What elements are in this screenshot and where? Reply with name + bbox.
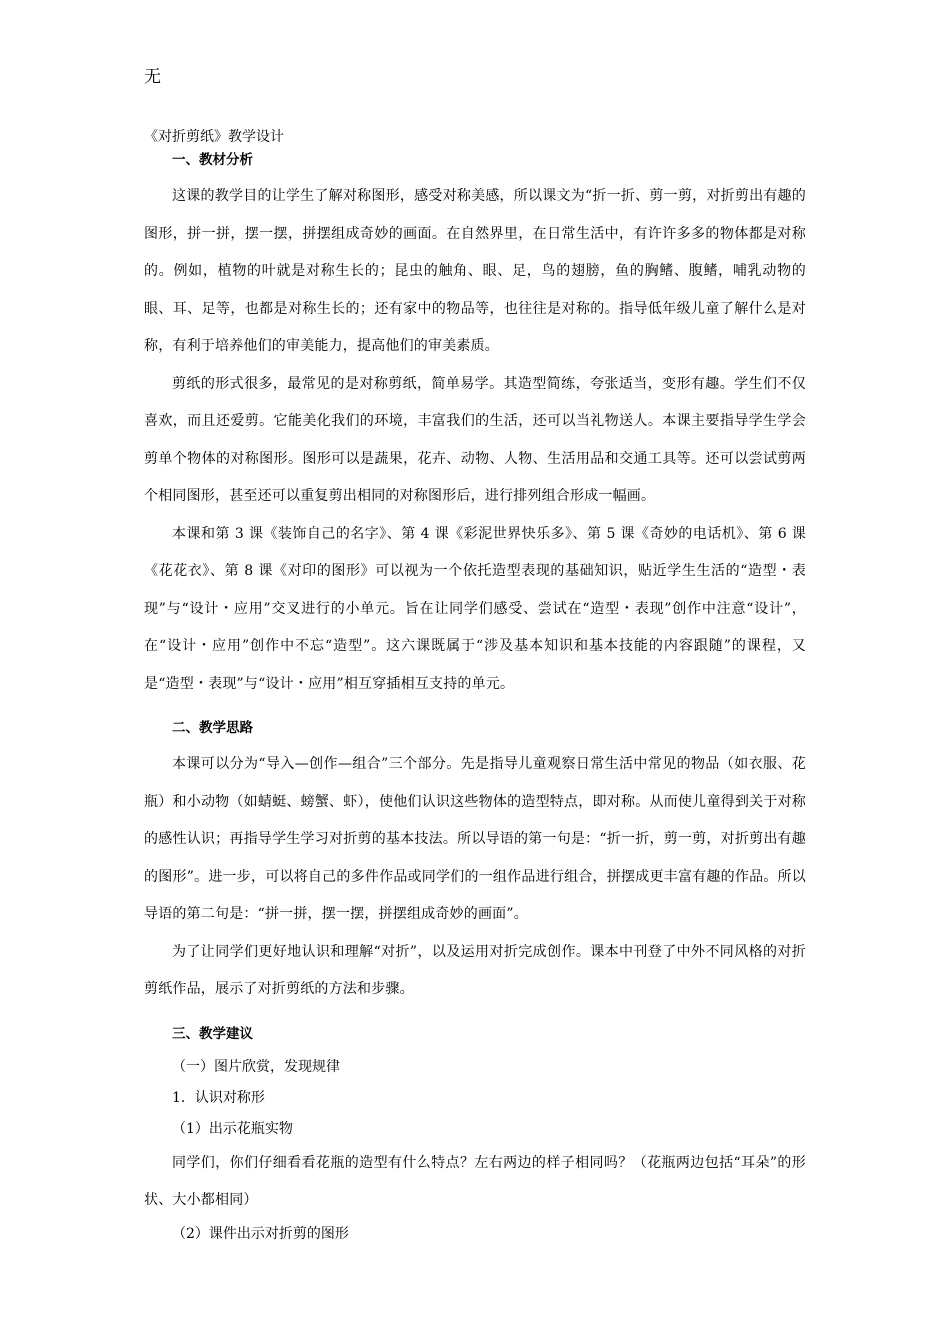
section-heading-analysis: 一、教材分析 — [172, 152, 253, 168]
section-heading-approach: 二、教学思路 — [172, 720, 253, 736]
paragraph: 这课的教学目的让学生了解对称图形，感受对称美感，所以课文为“折一折、剪一剪，对折剪出有趣的图形，拼一拼，摆一摆，拼摆组成奇妙的画面。在自然界里，在日常生活中，有许许多多的物体都是对称的。例如，植物的叶就是对称生长的；昆虫的触角、眼、足，鸟的翅膀，鱼的胸鳍、腹鳍，哺乳动物的眼、耳、足等，也都是对称生长的；还有家中的物品等，也往往是对称的。指导低年级儿童了解什么是对称，有利于培养他们的审美能力，提高他们的审美素质。 — [144, 188, 806, 354]
paragraph: 剪纸的形式很多，最常见的是对称剪纸，简单易学。其造型简练，夸张适当，变形有趣。学生们不仅喜欢，而且还爱剪。它能美化我们的环境，丰富我们的生活，还可以当礼物送人。本课主要指导学生学会剪单个物体的对称图形。图形可以是蔬果，花卉、动物、人物、生活用品和交通工具等。还可以尝试剪两个相同图形，甚至还可以重复剪出相同的对称图形后，进行排列组合形成一幅画。 — [144, 375, 806, 504]
subheading: （1）出示花瓶实物 — [172, 1120, 293, 1137]
subheading: （2）课件出示对折剪的图形 — [172, 1225, 349, 1242]
section-heading-suggestions: 三、教学建议 — [172, 1025, 253, 1042]
document-title: 《对折剪纸》教学设计 — [144, 129, 284, 145]
document-body — [144, 127, 806, 1250]
subheading: 1．认识对称形 — [172, 1089, 265, 1106]
paragraph: 本课和第 3 课《装饰自己的名字》、第 4 课《彩泥世界快乐多》、第 5 课《奇妙的电话机》、第 6 课《花花衣》、第 8 课《对印的图形》可以视为一个依托造型表现的基础知识，贴近学生生活的“造型・表现”与“设计・应用”交叉进行的小单元。旨在让同学们感受、尝试在“造型・表现”创作中注意“设计”，在“设计・应用”创作中不忘“造型”。这六课既属于“涉及基本知识和基本技能的内容跟随”的课程，又是“造型・表现”与“设计・应用”相互穿插相互支持的单元。 — [144, 525, 806, 692]
paragraph: 本课可以分为“导入—创作—组合”三个部分。先是指导儿童观察日常生活中常见的物品（如衣服、花瓶）和小动物（如蜻蜓、螃蟹、虾），使他们认识这些物体的造型特点，即对称。从而使儿童得到关于对称的感性认识；再指导学生学习对折剪的基本技法。所以导语的第一句是：“折一折，剪一剪，对折剪出有趣的图形”。进一步，可以将自己的多件作品或同学们的一组作品进行组合，拼摆成更丰富有趣的作品。所以导语的第二句是：“拼一拼，摆一摆，拼摆组成奇妙的画面”。 — [144, 756, 806, 922]
subheading: （一）图片欣赏，发现规律 — [172, 1058, 340, 1075]
header-mark: 无 — [144, 67, 161, 87]
paragraph: 同学们，你们仔细看看花瓶的造型有什么特点？左右两边的样子相同吗？（花瓶两边包括“耳朵”的形状、大小都相同） — [144, 1154, 806, 1208]
paragraph: 为了让同学们更好地认识和理解“对折”，以及运用对折完成创作。课本中刊登了中外不同风格的对折剪纸作品，展示了对折剪纸的方法和步骤。 — [144, 943, 806, 997]
